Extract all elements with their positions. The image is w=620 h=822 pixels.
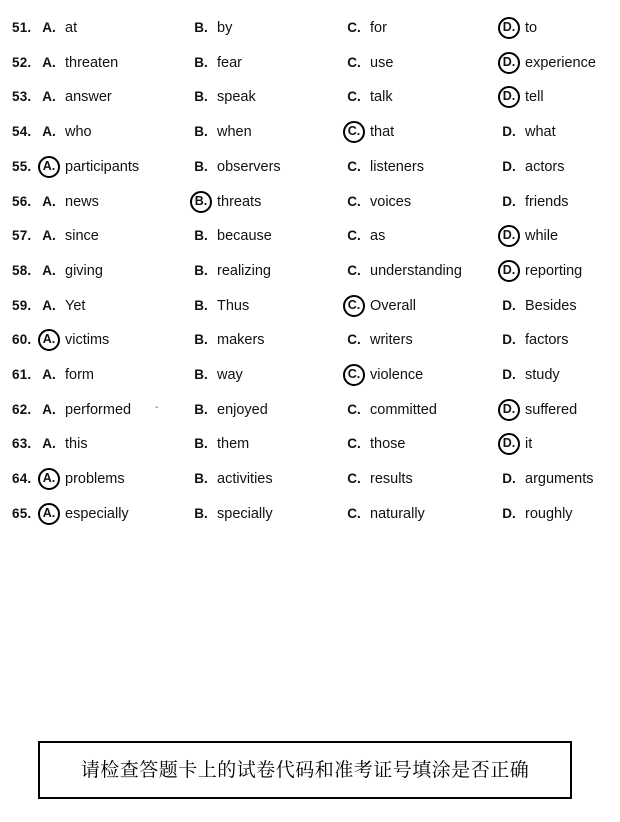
- question-number: 57.: [12, 228, 32, 244]
- question-row: [0, 223, 620, 249]
- option-text: that: [370, 124, 395, 141]
- option-letter: B.: [194, 401, 208, 417]
- circled-option-letter: A.: [38, 329, 60, 351]
- question-number: 63.: [12, 436, 32, 452]
- option-letter: A.: [42, 193, 56, 209]
- option-letter: D.: [502, 297, 516, 313]
- option-letter: B.: [194, 262, 208, 278]
- option-text: naturally: [370, 505, 425, 522]
- option-letter: B.: [194, 297, 208, 313]
- option-text: way: [217, 367, 243, 383]
- option-letter: A.: [42, 436, 56, 452]
- notice-box: 请检查答题卡上的试卷代码和准考证号填涂是否正确: [38, 741, 572, 799]
- option-text: especially: [65, 505, 129, 522]
- question-row: [0, 397, 620, 423]
- option-text: talk: [370, 89, 393, 106]
- option-text: fear: [217, 54, 242, 71]
- option-text: factors: [525, 332, 569, 349]
- question-number: 58.: [12, 262, 32, 278]
- question-row: [0, 501, 620, 527]
- question-row: [0, 154, 620, 180]
- option-text: problems: [65, 471, 125, 488]
- option-letter: D.: [502, 332, 516, 348]
- question-row: [0, 431, 620, 457]
- option-text: participants: [65, 158, 140, 175]
- question-number: 51.: [12, 20, 32, 35]
- option-text: as: [370, 228, 386, 245]
- option-text: news: [65, 193, 99, 210]
- question-row: [0, 84, 620, 110]
- circled-option-letter: D.: [498, 86, 520, 108]
- circled-option-letter: A.: [38, 156, 60, 178]
- option-text: experience: [525, 54, 596, 71]
- option-letter: B.: [194, 20, 208, 35]
- option-letter: A.: [42, 228, 56, 244]
- option-letter: B.: [194, 471, 208, 487]
- option-text: writers: [370, 332, 413, 349]
- option-text: while: [525, 228, 559, 245]
- option-text: Besides: [525, 297, 577, 314]
- circled-option-letter: C.: [343, 364, 365, 386]
- option-text: activities: [217, 471, 273, 488]
- option-text: specially: [217, 505, 273, 522]
- option-letter: B.: [194, 158, 208, 174]
- option-text: performed: [65, 401, 132, 418]
- option-text: arguments: [525, 471, 594, 488]
- option-text: roughly: [525, 505, 573, 522]
- question-row: [0, 293, 620, 319]
- option-text: actors: [525, 158, 565, 175]
- question-row: [0, 119, 620, 145]
- option-text: Overall: [370, 297, 416, 314]
- question-number: 53.: [12, 89, 32, 105]
- option-letter: C.: [347, 401, 361, 417]
- option-letter: C.: [347, 505, 361, 521]
- option-text: use: [370, 54, 394, 71]
- option-text: voices: [370, 193, 412, 210]
- question-number: 56.: [12, 193, 32, 209]
- option-letter: C.: [347, 54, 361, 70]
- question-number: 59.: [12, 297, 32, 313]
- option-letter: A.: [42, 20, 56, 35]
- option-letter: C.: [347, 89, 361, 105]
- question-row: [0, 258, 620, 284]
- option-letter: A.: [42, 297, 56, 313]
- option-letter: B.: [194, 124, 208, 140]
- option-letter: D.: [502, 158, 516, 174]
- circled-option-letter: D.: [498, 225, 520, 247]
- circled-option-letter: C.: [343, 295, 365, 317]
- option-letter: C.: [347, 436, 361, 452]
- option-text: to: [525, 20, 538, 36]
- option-text: makers: [217, 332, 265, 349]
- question-number: 55.: [12, 158, 32, 174]
- option-text: threaten: [65, 54, 119, 71]
- circled-option-letter: D.: [498, 433, 520, 455]
- option-text: when: [217, 124, 252, 141]
- question-row: [0, 327, 620, 353]
- question-number: 52.: [12, 54, 32, 70]
- option-text: them: [217, 436, 250, 453]
- question-row: [0, 362, 620, 388]
- circled-option-letter: D.: [498, 260, 520, 282]
- circled-option-letter: D.: [498, 399, 520, 421]
- option-text: observers: [217, 158, 281, 175]
- option-letter: B.: [194, 54, 208, 70]
- option-text: this: [65, 436, 88, 453]
- option-letter: A.: [42, 367, 56, 382]
- question-number: 64.: [12, 471, 32, 487]
- question-row: [0, 50, 620, 76]
- option-letter: B.: [194, 505, 208, 521]
- option-letter: D.: [502, 505, 516, 521]
- circled-option-letter: A.: [38, 468, 60, 490]
- option-letter: B.: [194, 89, 208, 105]
- option-text: since: [65, 228, 99, 245]
- option-text: for: [370, 20, 387, 36]
- question-number: 62.: [12, 401, 32, 417]
- option-text: answer: [65, 89, 112, 106]
- option-text: tell: [525, 89, 544, 106]
- option-letter: C.: [347, 262, 361, 278]
- option-text: results: [370, 471, 413, 488]
- option-text: those: [370, 436, 406, 453]
- option-text: giving: [65, 262, 103, 279]
- option-letter: C.: [347, 228, 361, 244]
- option-letter: D.: [502, 193, 516, 209]
- question-number: 54.: [12, 124, 32, 140]
- circled-option-letter: B.: [190, 191, 212, 213]
- stray-mark: -: [155, 402, 159, 413]
- question-number: 65.: [12, 505, 32, 521]
- option-text: what: [525, 124, 556, 141]
- option-letter: A.: [42, 401, 56, 417]
- option-text: reporting: [525, 262, 583, 279]
- option-letter: D.: [502, 367, 516, 382]
- option-text: speak: [217, 89, 256, 106]
- option-text: Thus: [217, 297, 250, 314]
- option-letter: D.: [502, 124, 516, 140]
- option-text: threats: [217, 193, 262, 210]
- option-text: enjoyed: [217, 401, 268, 418]
- question-number: 61.: [12, 367, 32, 382]
- option-text: victims: [65, 332, 110, 349]
- option-text: Yet: [65, 297, 86, 314]
- option-letter: D.: [502, 471, 516, 487]
- option-letter: B.: [194, 228, 208, 244]
- question-row: [0, 189, 620, 215]
- option-text: who: [65, 124, 92, 141]
- circled-option-letter: D.: [498, 17, 520, 39]
- option-letter: C.: [347, 158, 361, 174]
- question-row: [0, 15, 620, 41]
- option-text: friends: [525, 193, 569, 210]
- option-text: at: [65, 20, 78, 36]
- option-letter: C.: [347, 193, 361, 209]
- option-letter: A.: [42, 54, 56, 70]
- option-letter: B.: [194, 367, 208, 382]
- question-number: 60.: [12, 332, 32, 348]
- circled-option-letter: A.: [38, 503, 60, 525]
- option-text: suffered: [525, 401, 578, 418]
- option-letter: A.: [42, 89, 56, 105]
- option-letter: B.: [194, 332, 208, 348]
- option-letter: B.: [194, 436, 208, 452]
- circled-option-letter: D.: [498, 52, 520, 74]
- option-text: study: [525, 367, 560, 383]
- option-letter: A.: [42, 124, 56, 140]
- option-text: committed: [370, 401, 437, 418]
- option-text: by: [217, 20, 233, 36]
- option-letter: C.: [347, 332, 361, 348]
- option-letter: C.: [347, 471, 361, 487]
- circled-option-letter: C.: [343, 121, 365, 143]
- option-text: form: [65, 367, 94, 383]
- option-text: it: [525, 436, 533, 453]
- option-text: listeners: [370, 158, 424, 175]
- option-text: violence: [370, 367, 424, 383]
- option-text: realizing: [217, 262, 271, 279]
- option-text: understanding: [370, 262, 462, 279]
- option-letter: C.: [347, 20, 361, 35]
- option-text: because: [217, 228, 272, 245]
- question-row: [0, 466, 620, 492]
- option-letter: A.: [42, 262, 56, 278]
